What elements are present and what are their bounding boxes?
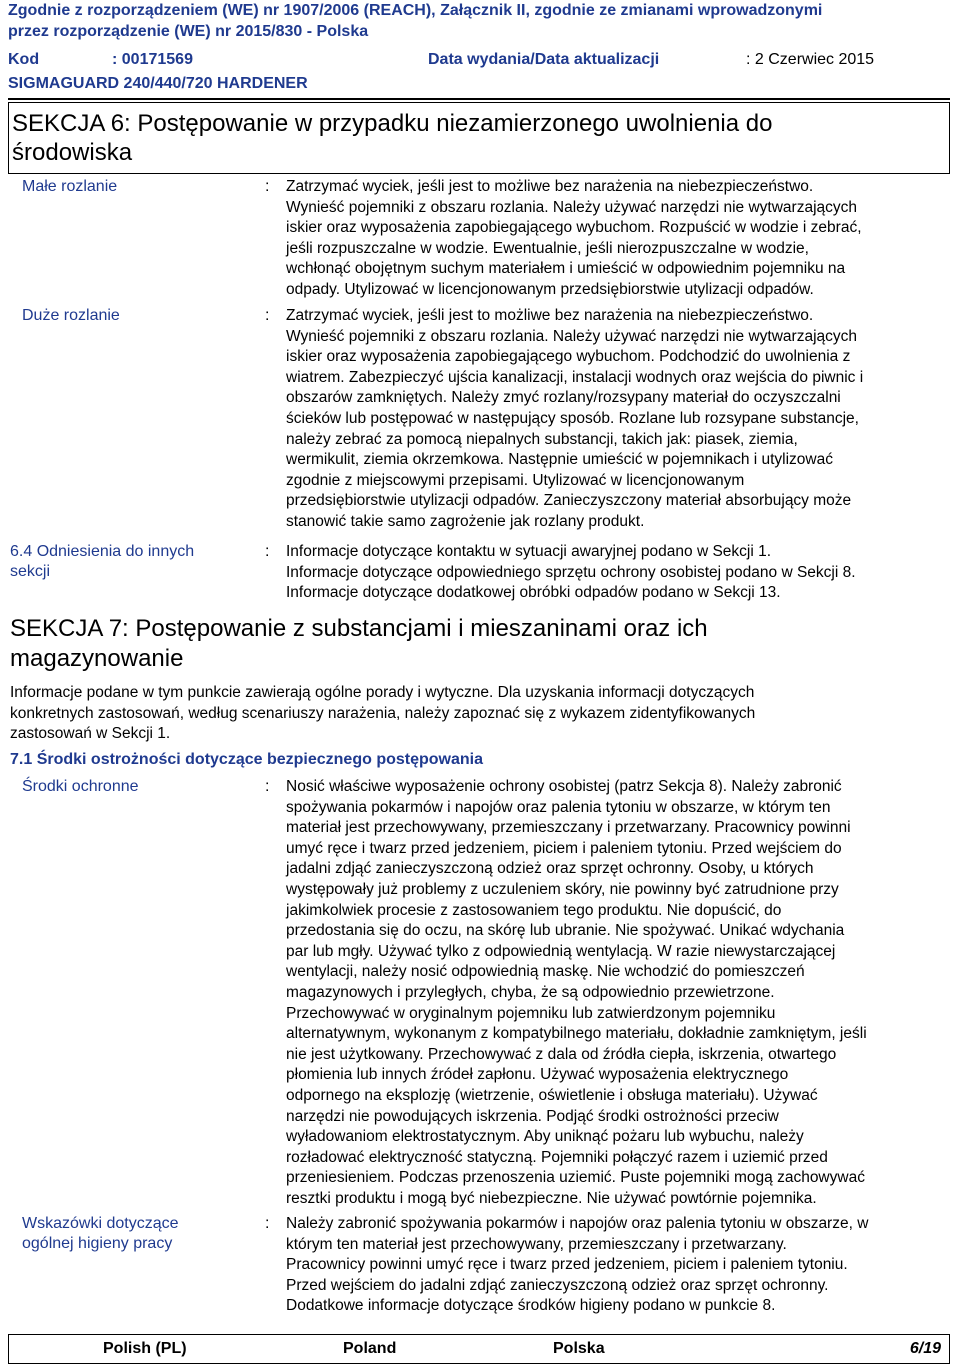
footer-page-number: 6/19 xyxy=(909,1340,941,1357)
colon: : xyxy=(265,307,270,324)
kod-value: : 00171569 xyxy=(112,51,193,68)
document-info-box xyxy=(8,46,950,100)
date-value: : 2 Czerwiec 2015 xyxy=(746,51,875,68)
regulation-line-1: Zgodnie z rozporządzeniem (WE) nr 1907/2006 (REACH), Załącznik II, zgodnie ze zmianami wprowadzonymi xyxy=(8,2,823,19)
footer-language: Polish (PL) xyxy=(103,1340,187,1357)
references-label: 6.4 Odniesienia do innych sekcji xyxy=(10,543,195,580)
section-7-intro: Informacje podane w tym punkcie zawierają ogólne porady i wytyczne. Dla uzyskania informacji dotyczących konkretnych zastosowań, według scenariuszy narażenia, należy zapoznać się z wykazem zidentyfikowanych zastosowań w Sekcji 1. xyxy=(10,684,756,743)
hygiene-text: Należy zabronić spożywania pokarmów i napojów oraz palenia tytoniu w obszarze, w którym ten materiał jest przechowywany, przemieszczany i przetwarzany. Pracownicy powinni umyć ręce i twarz przed jedzeniem, piciem i paleniem tytoniu. Przed wejściem do jadalni zdjąć zanieczyszczoną odzież oraz sprzęt ochronny. Dodatkowe informacje dotyczące środków higieny podano w punkcie 8. xyxy=(286,1215,869,1315)
section-6-title-line-1: SEKCJA 6: Postępowanie w przypadku niezamierzonego uwolnienia do xyxy=(12,110,773,137)
subsection-7-1-title: 7.1 Środki ostrożności dotyczące bezpiecznego postępowania xyxy=(10,751,483,768)
regulation-line-2: przez rozporządzenie (WE) nr 2015/830 - Polska xyxy=(8,23,369,40)
product-name: SIGMAGUARD 240/440/720 HARDENER xyxy=(8,75,308,92)
protective-measures-text: Nosić właściwe wyposażenie ochrony osobistej (patrz Sekcja 8). Należy zabronić spożywania pokarmów i napojów oraz palenia tytoniu w obszarze, w którym ten materiał jest przechowywany, przemieszczany i przetwarzany. Pracownicy powinni umyć ręce i twarz przed jedzeniem, piciem i paleniem tytoniu. Przed wejściem do jadalni zdjąć zanieczyszczoną odzież oraz sprzęt ochronny. Osoby, u których występowały już problemy z uczuleniem skóry, nie powinny być zatrudnione przy jakimkolwiek procesie z zastosowaniem tego produktu. Nie dopuścić, do przedostania się do oczu, na skórę lub ubranie. Nie spożywać. Unikać wdychania par lub mgły. Używać tylko z odpowiednią wentylacją. W razie niewystarczającej wentylacji, należy nosić odpowiednią maskę. Nie wchodzić do pomieszczeń magazynowych i przyległych, chyba, że są odpowiednio przewietrzone. Przechowywać w oryginalnym pojemniku lub zatwierdzonym pojemniku alternatywnym, wykonanym z kompatybilnego materiału, dokładnie zamkniętym, jeśli nie jest użytkowany. Przechowywać z dala od źródła ciepła, iskrzenia, otwartego płomienia lub innych źródeł zapłonu. Używać wyposażenia elektrycznego odpornego na eksplozję (wietrzenie, oświetlenie i obsługa materiału). Używać narzędzi nie powodujących iskrzenia. Podjąć środki ostrożności przeciw wyładowaniom elektrostatycznym. Aby uniknąć pożaru lub wybuchu, należy rozładować elektryczność statyczną. Pojemniki połączyć razem i uziemić przed przeniesieniem. Podczas przenoszenia uziemić. Puste pojemniki mogą zachowywać resztki produktu i mogą być niebezpieczne. Nie używać powtórnie pojemnika. xyxy=(286,778,867,1207)
section-6-title-box xyxy=(8,102,950,174)
section-6-title-line-2: środowiska xyxy=(12,139,133,166)
section-7-title-line-2: magazynowanie xyxy=(10,645,184,672)
colon: : xyxy=(265,778,270,795)
footer-country: Poland xyxy=(343,1340,397,1357)
footer-country-local: Polska xyxy=(553,1340,605,1357)
large-spill-label: Duże rozlanie xyxy=(22,307,120,324)
hygiene-label: Wskazówki dotyczące ogólnej higieny pracy xyxy=(22,1215,179,1252)
regulation-header xyxy=(8,0,948,42)
page-footer xyxy=(8,1334,950,1364)
section-7-title-line-1: SEKCJA 7: Postępowanie z substancjami i mieszaninami oraz ich xyxy=(10,615,708,642)
small-spill-text: Zatrzymać wyciek, jeśli jest to możliwe bez narażenia na niebezpieczeństwo. Wynieść pojemniki z obszaru rozlania. Należy używać narzędzi nie wytwarzających iskier oraz wyposażenia zapobiegającego wybuchom. Rozpuścić w wodzie i zebrać, jeśli rozpuszczalne w wodzie. Ewentualnie, jeśli nierozpuszczalne w wodzie, wchłonąć obojętnym suchym materiałem i umieścić w odpowiednim pojemniku na odpady. Utylizować w licencjonowanym przedsiębiorstwie utylizacji odpadów. xyxy=(286,178,862,298)
kod-label: Kod xyxy=(8,51,40,68)
colon: : xyxy=(265,178,270,195)
protective-measures-label: Środki ochronne xyxy=(22,778,139,795)
colon: : xyxy=(265,543,270,560)
colon: : xyxy=(265,1215,270,1232)
large-spill-text: Zatrzymać wyciek, jeśli jest to możliwe bez narażenia na niebezpieczeństwo. Wynieść pojemniki z obszaru rozlania. Należy używać narzędzi nie wytwarzających iskier oraz wyposażenia zapobiegającego wybuchom. Podchodzić do uwolnienia z wiatrem. Zabezpieczyć ujścia kanalizacji, instalacji wodnych oraz wejścia do piwnic i obszarów zamkniętych. Należy zmyć rozlany/rozsypany materiał do oczyszczalni ścieków lub postępować w następujący sposób. Rozlane lub rozsypane substancje, należy zebrać za pomocą niepalnych substancji, takich jak: piasek, ziemia, wermikulit, ziemia okrzemkowa. Następnie umieścić w pojemnikach i utylizować zgodnie z miejscowymi przepisami. Utylizować w licencjonowanym przedsiębiorstwie utylizacji odpadów. Zanieczyszczony materiał absorbujący może stanowić takie samo zagrożenie jak rozlany produkt. xyxy=(286,307,864,530)
small-spill-label: Małe rozlanie xyxy=(22,178,118,195)
references-text: Informacje dotyczące kontaktu w sytuacji awaryjnej podano w Sekcji 1. Informacje dotyczące odpowiedniego sprzętu ochrony osobistej podano w Sekcji 8. Informacje dotyczące dodatkowej obróbki odpadów podano w Sekcji 13. xyxy=(286,543,856,602)
date-label: Data wydania/Data aktualizacji xyxy=(428,51,660,68)
